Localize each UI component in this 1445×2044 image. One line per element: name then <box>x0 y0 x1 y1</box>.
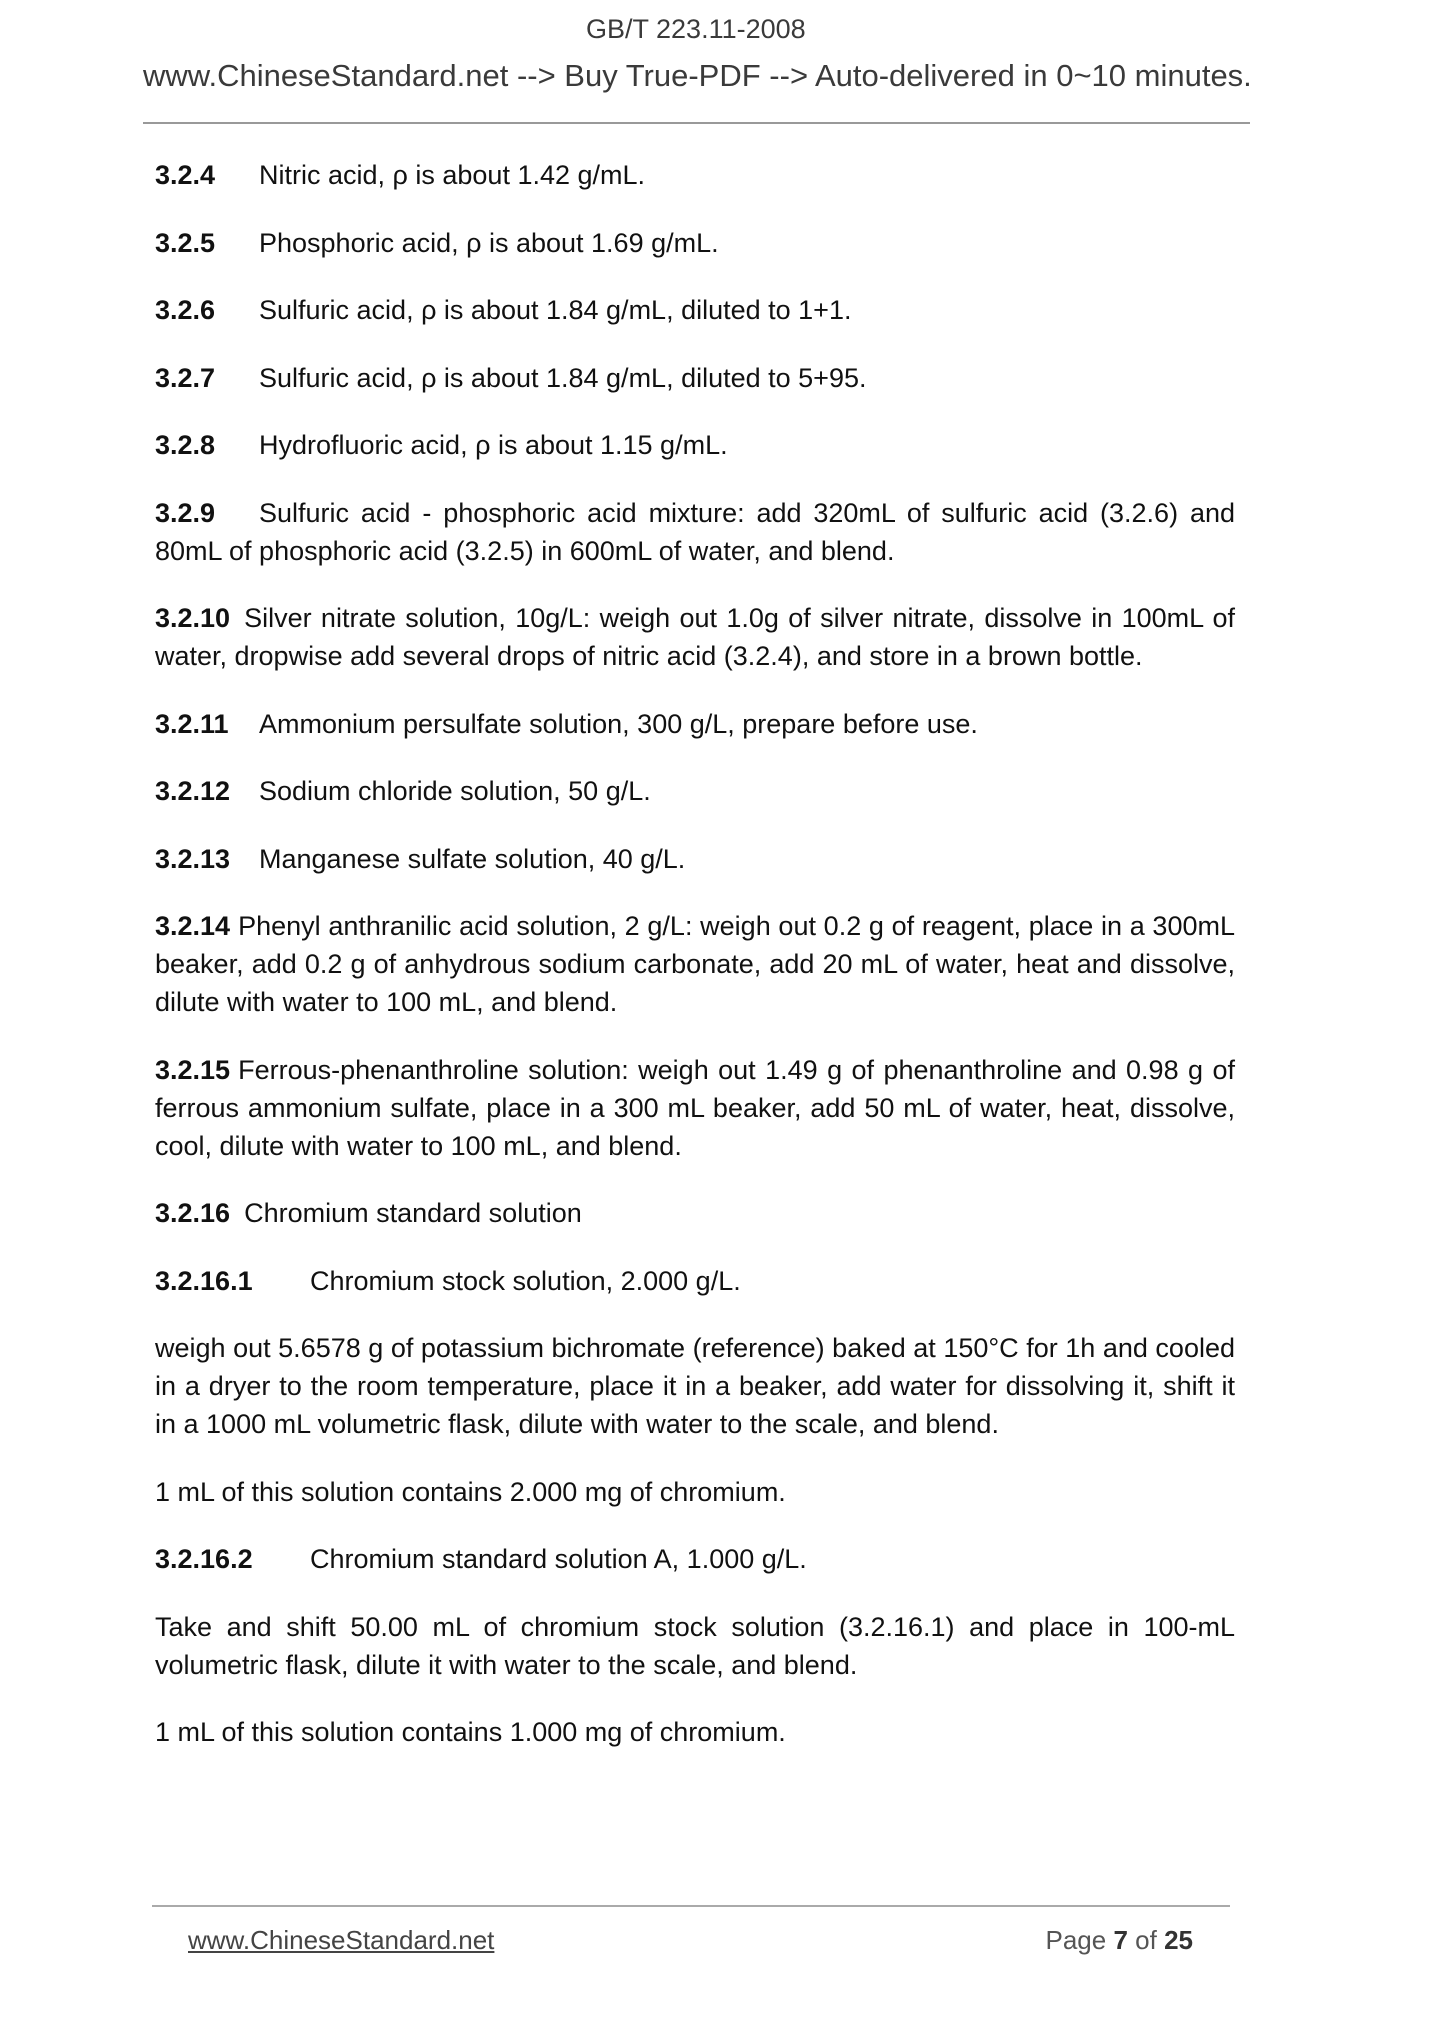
clause-number: 3.2.16.2 <box>155 1544 253 1574</box>
footer-divider <box>152 1905 1230 1907</box>
clause-3-2-16-1 <box>155 1262 1235 1300</box>
clause-text: Chromium stock solution, 2.000 g/L. <box>310 1265 741 1296</box>
paragraph: weigh out 5.6578 g of potassium bichromate (reference) baked at 150°C for 1h and cooled in a dryer to the room temperature, place it in a beaker, add water for dissolving it, shift it in a 1000 mL volumetric flask, dilute with water to the scale, and blend. <box>155 1333 1235 1439</box>
clause-number: 3.2.5 <box>155 227 216 258</box>
clause-3-2-16-2 <box>155 1540 1235 1578</box>
clause-number: 3.2.13 <box>155 843 231 874</box>
clause-3-2-10 <box>155 599 1235 675</box>
clause-3-2-14 <box>155 907 1235 1021</box>
clause-text: Chromium standard solution A, 1.000 g/L. <box>310 1544 807 1574</box>
page-label: Page <box>1045 1925 1107 1955</box>
clause-number: 3.2.11 <box>155 708 229 739</box>
clause-text: Manganese sulfate solution, 40 g/L. <box>259 843 686 874</box>
clause-number: 3.2.14 <box>155 911 231 941</box>
header-divider <box>143 122 1250 124</box>
clause-3-2-11 <box>155 705 1235 743</box>
clause-text: Silver nitrate solution, 10g/L: weigh out 1.0g of silver nitrate, dissolve in 100mL of water, dropwise add several drops of nitric acid (3.2.4), and store in a brown bottle. <box>155 603 1235 671</box>
total-pages: 25 <box>1164 1925 1193 1955</box>
of-label: of <box>1135 1925 1157 1955</box>
paragraph: Take and shift 50.00 mL of chromium stock solution (3.2.16.1) and place in 100-mL volumetric flask, dilute it with water to the scale, and blend. <box>155 1611 1235 1680</box>
clause-number: 3.2.10 <box>155 603 231 633</box>
clause-3-2-12 <box>155 772 1235 810</box>
clause-3-2-7 <box>155 359 1235 397</box>
standard-number: GB/T 223.11-2008 <box>586 14 806 44</box>
clause-3-2-6 <box>155 291 1235 329</box>
clause-number: 3.2.8 <box>155 430 216 460</box>
clause-3-2-5 <box>155 224 1235 262</box>
clause-number: 3.2.12 <box>155 776 231 806</box>
clause-number: 3.2.6 <box>155 295 216 325</box>
clause-3-2-16 <box>155 1194 1235 1232</box>
page-indicator <box>1045 1925 1193 1956</box>
clause-3-2-8 <box>155 426 1235 464</box>
clause-number: 3.2.7 <box>155 362 216 393</box>
clause-text: Nitric acid, ρ is about 1.42 g/mL. <box>259 160 646 190</box>
clause-3-2-4 <box>155 156 1235 194</box>
clause-text: Sulfuric acid, ρ is about 1.84 g/mL, diluted to 1+1. <box>259 295 852 325</box>
paragraph: 1 mL of this solution contains 2.000 mg of chromium. <box>155 1476 786 1507</box>
current-page: 7 <box>1113 1925 1128 1955</box>
clause-3-2-13 <box>155 840 1235 878</box>
clause-text: Sodium chloride solution, 50 g/L. <box>259 776 651 806</box>
paragraph: 1 mL of this solution contains 1.000 mg of chromium. <box>155 1717 786 1747</box>
clause-number: 3.2.16 <box>155 1198 231 1228</box>
clause-number: 3.2.4 <box>155 160 216 190</box>
header-banner: www.ChineseStandard.net --> Buy True-PDF --> Auto-delivered in 0~10 minutes. <box>143 58 1252 93</box>
clause-text: Ammonium persulfate solution, 300 g/L, prepare before use. <box>259 708 978 739</box>
footer-website-link[interactable]: www.ChineseStandard.net <box>188 1925 495 1955</box>
clause-text: Hydrofluoric acid, ρ is about 1.15 g/mL. <box>259 430 728 460</box>
clause-text: Chromium standard solution <box>244 1198 582 1228</box>
document-body <box>155 156 1235 1781</box>
clause-3-2-15 <box>155 1051 1235 1165</box>
clause-text: Phosphoric acid, ρ is about 1.69 g/mL. <box>259 227 719 258</box>
clause-number: 3.2.15 <box>155 1054 231 1085</box>
clause-number: 3.2.9 <box>155 497 216 528</box>
clause-text: Sulfuric acid - phosphoric acid mixture: add 320mL of sulfuric acid (3.2.6) and 80mL of phosphoric acid (3.2.5) in 600mL of water, and blend. <box>155 497 1235 566</box>
clause-text: Phenyl anthranilic acid solution, 2 g/L: weigh out 0.2 g of reagent, place in a 300mL beaker, add 0.2 g of anhydrous sodium carbonate, add 20 mL of water, heat and dissolve, dilute with water to 100 mL, and blend. <box>155 911 1235 1017</box>
clause-text: Sulfuric acid, ρ is about 1.84 g/mL, diluted to 5+95. <box>259 362 867 393</box>
clause-number: 3.2.16.1 <box>155 1265 253 1296</box>
clause-text: Ferrous-phenanthroline solution: weigh out 1.49 g of phenanthroline and 0.98 g of ferrous ammonium sulfate, place in a 300 mL beaker, add 50 mL of water, heat, dissolve, cool, dilute with water to 100 mL, and blend. <box>155 1054 1235 1161</box>
clause-3-2-9 <box>155 494 1235 570</box>
